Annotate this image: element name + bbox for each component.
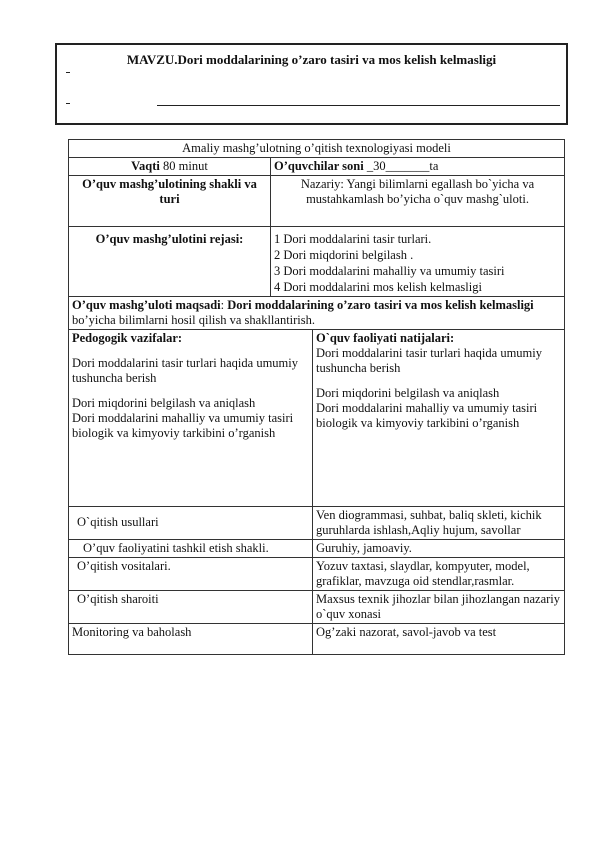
results-label: O`quv faoliyati natijalari: <box>316 331 455 345</box>
methods-value: Ven diogrammasi, suhbat, baliq skleti, kichik guruhlarda ishlash,Aqliy hujum, savollar <box>313 507 565 540</box>
goal-colon: : <box>220 298 228 312</box>
time-label: Vaqti <box>131 159 160 173</box>
monitoring-value: Og’zaki nazorat, savol-javob va test <box>313 624 565 655</box>
table-row <box>69 158 565 176</box>
tasks-label: Pedogogik vazifalar: <box>72 331 183 345</box>
plan-label: O’quv mashg’ulotini rejasi: <box>69 227 271 297</box>
list-item: Dori miqdorini belgilash va aniqlash <box>316 386 500 400</box>
organization-value: Guruhiy, jamoaviy. <box>313 540 565 558</box>
conditions-label: O’qitish sharoiti <box>69 591 313 624</box>
plan-list <box>271 227 565 297</box>
methods-label: O`qitish usullari <box>69 507 313 540</box>
time-cell <box>69 158 271 176</box>
students-label: O’quvchilar soni <box>274 159 364 173</box>
time-value: 80 minut <box>159 159 208 173</box>
form-label: O’quv mashg’ulotining shakli va turi <box>69 176 271 227</box>
table-row <box>69 176 565 227</box>
list-item: Dori moddalarini tasir turlari haqida umumiy tushuncha berish <box>72 356 298 385</box>
topic-box <box>55 43 568 125</box>
goal-cell <box>69 297 565 330</box>
table-row <box>69 540 565 558</box>
table-row <box>69 591 565 624</box>
tools-value: Yozuv taxtasi, slaydlar, kompyuter, model, grafiklar, mavzuga oid stendlar,rasmlar. <box>313 558 565 591</box>
table-row <box>69 330 565 507</box>
goal-topic: Dori moddalarining o’zaro tasiri va mos kelish kelmasligi <box>227 298 534 312</box>
table-row <box>69 227 565 297</box>
list-item: 2 Dori miqdorini belgilash . <box>274 248 414 262</box>
monitoring-label: Monitoring va baholash <box>69 624 313 655</box>
table-row <box>69 297 565 330</box>
list-item: Dori moddalarini mahalliy va umumiy tasiri biologik va kimyoviy tarkibini o’rganish <box>72 411 294 440</box>
table-row <box>69 558 565 591</box>
tools-label: O’qitish vositalari. <box>69 558 313 591</box>
model-heading: Amaliy mashg’ulotning o’qitish texnologiyasi modeli <box>69 140 565 158</box>
table-row <box>69 140 565 158</box>
list-item: 1 Dori moddalarini tasir turlari. <box>274 232 432 246</box>
lesson-model-table <box>68 139 565 655</box>
underline-blank <box>157 105 560 106</box>
conditions-value: Maxsus texnik jihozlar bilan jihozlangan nazariy o`quv xonasi <box>313 591 565 624</box>
topic-title: MAVZU.Dori moddalarining o’zaro tasiri va mos kelish kelmasligi <box>126 52 497 67</box>
list-item: Dori moddalarini tasir turlari haqida umumiy tushuncha berish <box>316 346 542 375</box>
results-cell <box>313 330 565 507</box>
goal-rest: bo’yicha bilimlarni hosil qilish va shakllantirish. <box>72 313 316 327</box>
students-cell <box>271 158 565 176</box>
table-row <box>69 624 565 655</box>
list-item: 3 Dori moddalarini mahalliy va umumiy tasiri <box>274 264 505 278</box>
list-item: Dori moddalarini mahalliy va umumiy tasiri biologik va kimyoviy tarkibini o’rganish <box>316 401 538 430</box>
form-value: Nazariy: Yangi bilimlarni egallash bo`yicha va mustahkamlash bo’yicha o`quv mashg`uloti. <box>271 176 565 227</box>
students-value: _30_______ta <box>363 159 439 173</box>
list-item: Dori miqdorini belgilash va aniqlash <box>72 396 256 410</box>
goal-label: O’quv mashg’uloti maqsadi <box>72 298 221 312</box>
table-row <box>69 507 565 540</box>
tasks-cell <box>69 330 313 507</box>
list-item: 4 Dori moddalarini mos kelish kelmasligi <box>274 280 482 294</box>
organization-label: O’quv faoliyatini tashkil etish shakli. <box>69 540 313 558</box>
